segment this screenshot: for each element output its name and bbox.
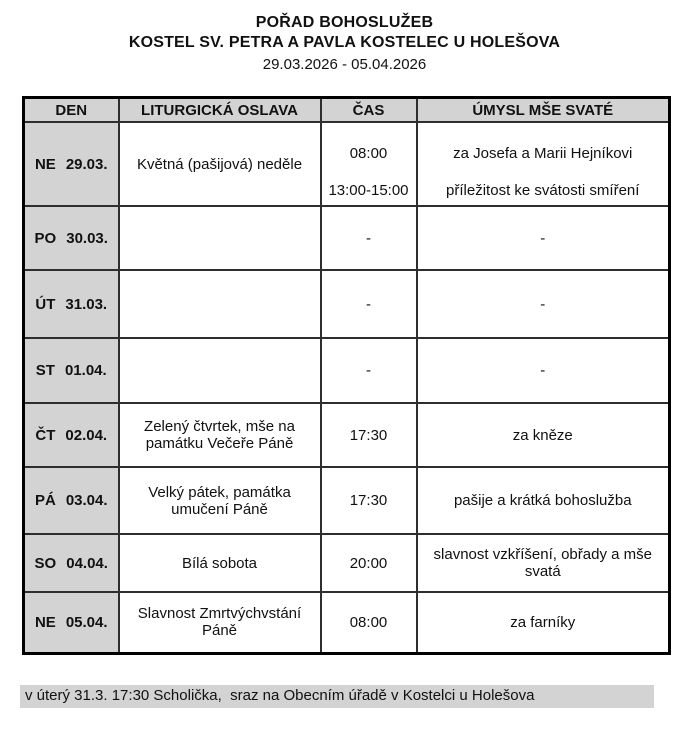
table-row — [24, 206, 670, 270]
day-cell — [24, 534, 119, 592]
day-date: 01.04. — [64, 362, 107, 379]
table-row — [24, 122, 670, 206]
time-cell: 17:30 — [321, 467, 417, 534]
celebration-cell — [119, 338, 321, 403]
schedule-table — [22, 96, 671, 655]
celebration-cell: Zelený čtvrtek, mše na památku Večeře Páně — [119, 403, 321, 467]
day-abbrev: NE — [34, 613, 56, 631]
table-row — [24, 534, 670, 592]
intention-cell: slavnost vzkříšení, obřady a mše svatá — [417, 534, 670, 592]
day-abbrev: ÚT — [35, 295, 56, 313]
intention-cell: - — [417, 206, 670, 270]
table-row — [24, 467, 670, 534]
intention-entry: za Josefa a Marii Hejníkovi — [453, 145, 633, 162]
footer-note: v úterý 31.3. 17:30 Scholička, sraz na Obecním úřadě v Kostelci u Holešova — [20, 685, 654, 708]
celebration-cell: Slavnost Zmrtvýchvstání Páně — [119, 592, 321, 653]
time-cell: - — [321, 338, 417, 403]
table-header-row — [24, 98, 670, 123]
day-cell — [24, 122, 119, 206]
table-row — [24, 338, 670, 403]
day-abbrev: NE — [34, 155, 56, 173]
intention-cell — [417, 122, 670, 206]
day-cell — [24, 206, 119, 270]
day-wrap — [31, 492, 112, 509]
table-row — [24, 270, 670, 338]
col-header-liturgicka-oslava: LITURGICKÁ OSLAVA — [119, 98, 321, 123]
time-cell: - — [321, 270, 417, 338]
intention-cell: - — [417, 338, 670, 403]
day-date: 03.04. — [65, 492, 108, 509]
col-header-cas: ČAS — [321, 98, 417, 123]
time-cell — [321, 122, 417, 206]
intention-cell: za kněze — [417, 403, 670, 467]
date-range: 29.03.2026 - 05.04.2026 — [262, 56, 427, 73]
time-entry: 13:00-15:00 — [328, 182, 409, 199]
day-wrap — [31, 296, 112, 313]
table-row — [24, 403, 670, 467]
time-entries — [328, 126, 410, 202]
day-wrap — [31, 156, 112, 173]
day-abbrev: ČT — [35, 426, 56, 444]
table-body — [24, 122, 670, 653]
day-abbrev: SO — [34, 554, 57, 572]
day-wrap — [31, 555, 112, 572]
celebration-cell: Květná (pašijová) neděle — [119, 122, 321, 206]
intention-cell: za farníky — [417, 592, 670, 653]
time-cell: 20:00 — [321, 534, 417, 592]
day-wrap — [31, 362, 112, 379]
day-abbrev: ST — [35, 362, 55, 379]
intention-cell: - — [417, 270, 670, 338]
day-date: 04.04. — [66, 554, 108, 572]
day-cell — [24, 403, 119, 467]
day-cell — [24, 270, 119, 338]
day-date: 29.03. — [65, 155, 108, 173]
page-title: POŘAD BOHOSLUŽEB — [255, 14, 434, 31]
day-wrap — [31, 230, 112, 247]
page-subtitle: KOSTEL SV. PETRA A PAVLA KOSTELEC U HOLEŠOVA — [128, 34, 561, 51]
day-cell — [24, 467, 119, 534]
day-wrap — [31, 614, 112, 631]
day-wrap — [31, 427, 112, 444]
time-cell: 08:00 — [321, 592, 417, 653]
intention-cell: pašije a krátká bohoslužba — [417, 467, 670, 534]
col-header-umysl-mse-svate: ÚMYSL MŠE SVATÉ — [417, 98, 670, 123]
day-abbrev: PO — [34, 229, 57, 247]
time-cell: - — [321, 206, 417, 270]
intention-entries — [424, 126, 663, 202]
celebration-cell — [119, 270, 321, 338]
time-cell: 17:30 — [321, 403, 417, 467]
day-date: 30.03. — [66, 229, 108, 247]
col-header-den: DEN — [24, 98, 119, 123]
day-cell — [24, 338, 119, 403]
celebration-cell: Bílá sobota — [119, 534, 321, 592]
day-date: 31.03. — [65, 295, 108, 313]
celebration-cell: Velký pátek, památka umučení Páně — [119, 467, 321, 534]
day-abbrev: PÁ — [34, 492, 56, 509]
day-cell — [24, 592, 119, 653]
time-entry: 08:00 — [349, 145, 388, 162]
document-header — [0, 0, 689, 75]
table-row — [24, 592, 670, 653]
day-date: 02.04. — [65, 426, 108, 444]
day-date: 05.04. — [65, 613, 108, 631]
intention-entry: příležitost ke svátosti smíření — [446, 182, 640, 199]
celebration-cell — [119, 206, 321, 270]
